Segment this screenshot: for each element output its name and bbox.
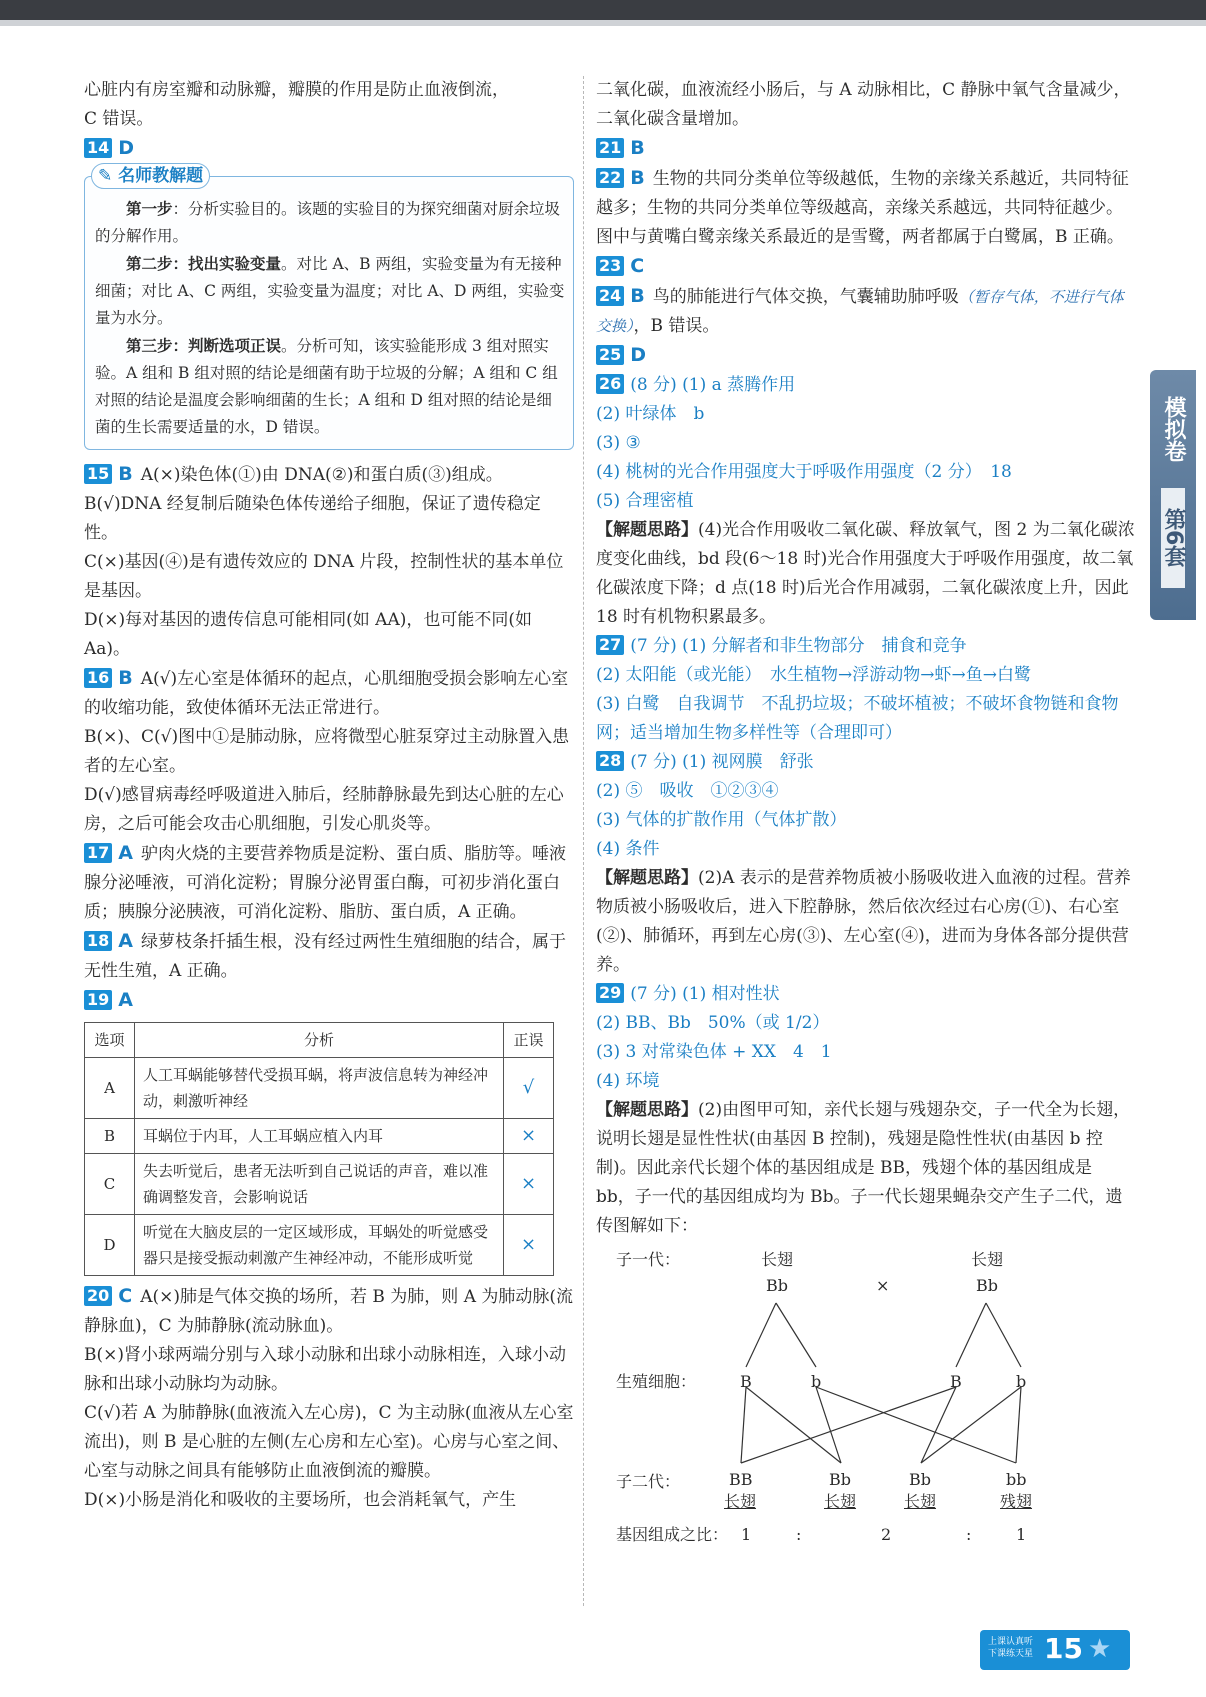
tip-step-2: 第二步：找出实验变量。对比 A、B 两组，实验变量为有无接种细菌；对比 A、C 两组，实验变量为温度；对比 A、D 两组，实验变量为水分。	[95, 254, 565, 327]
side-tab	[1150, 370, 1196, 620]
top-band	[0, 0, 1206, 20]
ratio-sep: :	[966, 1525, 972, 1544]
q23: 23 C	[596, 252, 1136, 282]
offspring-trait: 长翅	[904, 1492, 937, 1511]
q20: 20 C A(×)肺是气体交换的场所，若 B 为肺，则 A 为肺动脉(流静脉血)，C 为肺静脉(流动脉血)。 B(×)肾小球两端分别与入球小动脉和出球小动脉相连，入球小动脉和出球小动脉均为动脉。 C(√)若 A 为肺静脉(血液流入左心房)，C 为主动脉(血液从左心室流出)，则 B 是心脏的左侧(左心房和左心室)。心房与心室之间、心室与动脉之间具有能够防止血液倒流的瓣膜。 D(×)小肠是消化和吸收的主要场所，也会消耗氧气，产生	[84, 1285, 574, 1510]
table-header-result: 正误	[504, 1023, 554, 1058]
right-column	[596, 76, 1136, 1575]
table-row: A 人工耳蜗能够替代受损耳蜗，将声波信息转为神经冲动，刺激听神经 √	[85, 1058, 554, 1119]
side-tab-bottom: 第6套	[1161, 488, 1185, 588]
offspring-genotype: BB	[729, 1470, 753, 1489]
gen1-label: 子一代：	[616, 1250, 681, 1269]
parent1-genotype: Bb	[766, 1276, 788, 1295]
q24: 24 B 鸟的肺能进行气体交换，气囊辅助肺呼吸（暂存气体，不进行气体交换），B 错误。	[596, 285, 1124, 336]
q16-line-d: D(√)感冒病毒经呼吸道进入肺后，经肺静脉最先到达心脏的左心房，之后可能会攻击心肌细胞，引发心肌炎等。	[84, 785, 564, 834]
table-header-option: 选项	[85, 1023, 135, 1058]
q15-number: 15	[84, 464, 112, 484]
q25: 25 D	[596, 341, 1136, 371]
q16-line-b: B(×)、C(√)图中①是肺动脉，应将微型心脏泵穿过主动脉置入患者的左心室。	[84, 727, 570, 776]
q21: 21 B	[596, 134, 1136, 164]
lightbulb-icon: ✎	[98, 166, 119, 186]
offspring-genotype: Bb	[909, 1470, 931, 1489]
q15-line-b: B(√)DNA 经复制后随染色体传递给子细胞，保证了遗传稳定性。	[84, 494, 541, 543]
page-number-badge	[980, 1630, 1130, 1670]
intro-line-2: C 错误。	[84, 109, 154, 129]
cross-symbol: ×	[876, 1276, 890, 1295]
q27: 27 (7 分) (1) 分解者和非生物部分 捕食和竞争 (2) 太阳能（或光能） 水生植物→浮游动物→虾→鱼→白鹭 (3) 白鹭 自我调节 不乱扔垃圾；不破坏植被；不破坏食物链和食物网；适当增加生物多样性等（合理即可）	[596, 635, 1119, 743]
ratio-value: 1	[741, 1525, 752, 1544]
offspring-trait: 长翅	[824, 1492, 857, 1511]
analysis-table	[84, 1022, 554, 1276]
offspring-trait: 长翅	[724, 1492, 757, 1511]
offspring-genotype: Bb	[829, 1470, 851, 1489]
gametes-label: 生殖细胞：	[616, 1372, 697, 1391]
page-number: 15	[1044, 1632, 1083, 1665]
offspring-trait: 残翅	[1000, 1492, 1033, 1511]
q14-number: 14	[84, 138, 112, 158]
q15-line-d: D(×)每对基因的遗传信息可能相同(如 AA)，也可能不同(如 Aa)。	[84, 610, 532, 659]
q22: 22 B 生物的共同分类单位等级越低，生物的亲缘关系越近，共同特征越多；生物的共同分类单位等级越高，亲缘关系越远，共同特征越少。图中与黄嘴白鹭亲缘关系最近的是雪鹭，两者都属于白鹭属，B 正确。	[596, 167, 1129, 247]
table-row: D 听觉在大脑皮层的一定区域形成，耳蜗处的听觉感受器只是接受振动刺激产生神经冲动，不能形成听觉 ×	[85, 1215, 554, 1276]
q20-continued: 二氧化碳，血液流经小肠后，与 A 动脉相比，C 静脉中氧气含量减少，二氧化碳含量增加。	[596, 80, 1131, 129]
parent1-trait: 长翅	[761, 1250, 794, 1269]
ratio-value: 1	[1016, 1525, 1027, 1544]
parent2-trait: 长翅	[971, 1250, 1004, 1269]
gen2-label: 子二代：	[616, 1472, 681, 1491]
q16-number: 16	[84, 668, 112, 688]
tip-step-3: 第三步：判断选项正误。分析可知，该实验能形成 3 组对照实验。A 组和 B 组对照的结论是细菌有助于垃圾的分解；A 组和 C 组对照的结论是温度会影响细菌的生长；A 组和 D 组对照的结论是细菌的生长需要适量的水，D 错误。	[95, 336, 558, 436]
q19: 19 A	[84, 986, 574, 1016]
q26: 26 (8 分) (1) a 蒸腾作用 (2) 叶绿体 b (3) ③ (4) 桃树的光合作用强度大于呼吸作用强度（2 分） 18 (5) 合理密植 【解题思路】(4)光合作用吸收二氧化碳、释放氧气，图 2 为二氧化碳浓度变化曲线，bd 段(6～18 时)光合作用强度大于呼吸作用强度，故二氧化碳浓度下降；d 点(18 时)后光合作用减弱，二氧化碳浓度上升，因此 18 时有机物积累最多。	[596, 374, 1135, 627]
q29: 29 (7 分) (1) 相对性状 (2) BB、Bb 50%（或 1/2） (3) 3 对常染色体 + XX 4 1 (4) 环境 【解题思路】(2)由图甲可知，亲代长翅与残翅杂交，子一代全为长翅，说明长翅是显性性状(由基因 B 控制)，残翅是隐性性状(由基因 b 控制)。因此亲代长翅个体的基因组成是 BB，残翅个体的基因组成是 bb，子一代的基因组成均为 Bb。子一代长翅果蝇杂交产生子二代，遗传图解如下：	[596, 983, 1131, 1236]
q14-answer: D	[118, 137, 135, 159]
tip-step-1: 第一步：分析实验目的。该题的实验目的为探究细菌对厨余垃圾的分解作用。	[95, 199, 561, 245]
q18: 18 A 绿萝枝条扦插生根，没有经过两性生殖细胞的结合，属于无性生殖，A 正确。	[84, 930, 566, 981]
offspring-genotype: bb	[1006, 1470, 1027, 1489]
q24-handwritten-note: （暂存气体，不进行气体交换）	[596, 288, 1124, 335]
gamete: B	[740, 1372, 752, 1391]
genetic-cross-diagram	[596, 1245, 1116, 1575]
table-header-analysis: 分析	[135, 1023, 504, 1058]
column-divider	[583, 76, 584, 1606]
gamete: b	[811, 1372, 822, 1391]
left-column	[84, 76, 574, 1515]
ratio-value: 2	[881, 1525, 892, 1544]
table-row: C 失去听觉后，患者无法听到自己说话的声音，难以准确调整发音，会影响说话 ×	[85, 1154, 554, 1215]
parent2-genotype: Bb	[976, 1276, 998, 1295]
q15-answer: B	[118, 463, 133, 485]
gamete: B	[950, 1372, 962, 1391]
tip-title: ✎ 名师教解题	[91, 163, 210, 189]
ratio-label: 基因组成之比：	[616, 1525, 729, 1544]
gamete: b	[1016, 1372, 1027, 1391]
q16-answer: B	[118, 667, 133, 689]
q14	[84, 134, 574, 164]
q28: 28 (7 分) (1) 视网膜 舒张 (2) ⑤ 吸收 ①②③④ (3) 气体的扩散作用（气体扩散） (4) 条件 【解题思路】(2)A 表示的是营养物质被小肠吸收进入血液的过程。营养物质被小肠吸收后，进入下腔静脉，然后依次经过右心房(①)、右心室(②)、肺循环，再到左心房(③)、左心室(④)，进而为身体各部分提供营养。	[596, 751, 1131, 975]
q15-line-a: A(×)染色体(①)由 DNA(②)和蛋白质(③)组成。	[140, 465, 503, 485]
teacher-tip-box	[84, 166, 574, 450]
top-band-shadow	[0, 20, 1206, 26]
side-tab-top: 模拟卷	[1161, 396, 1186, 462]
table-row: B 耳蜗位于内耳，人工耳蜗应植入内耳 ×	[85, 1119, 554, 1154]
footer-slogan: 上课认真听 下课练天星	[988, 1637, 1034, 1659]
q15	[84, 460, 574, 664]
q15-line-c: C(×)基因(④)是有遗传效应的 DNA 片段，控制性状的基本单位是基因。	[84, 552, 564, 601]
intro-line-1: 心脏内有房室瓣和动脉瓣，瓣膜的作用是防止血液倒流，	[84, 80, 509, 100]
q16	[84, 664, 574, 839]
q16-line-a: A(√)左心室是体循环的起点，心肌细胞受损会影响左心室的收缩功能，致使体循环无法正常进行。	[84, 669, 569, 718]
ratio-sep: :	[796, 1525, 802, 1544]
q17: 17 A 驴肉火烧的主要营养物质是淀粉、蛋白质、脂肪等。唾液腺分泌唾液，可消化淀粉；胃腺分泌胃蛋白酶，可初步消化蛋白质；胰腺分泌胰液，可消化淀粉、脂肪、蛋白质，A 正确。	[84, 842, 566, 922]
star-icon: ★	[1088, 1634, 1112, 1664]
